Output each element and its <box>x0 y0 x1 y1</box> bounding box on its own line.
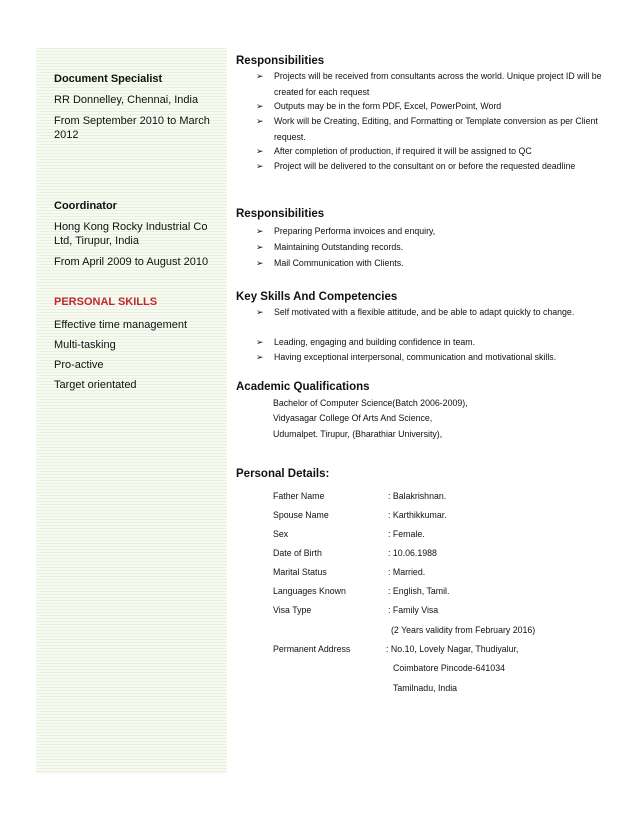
arrow-bullet-icon: ➢ <box>256 258 264 268</box>
sidebar-job-rr-donnelley <box>54 72 224 142</box>
section-heading-responsibilities: Responsibilities <box>236 208 325 220</box>
list-item: ➢ Projects will be received from consultants across the world. Unique project ID will be created for each request <box>256 71 602 97</box>
list-item: ➢ Leading, engaging and building confidence in team. <box>256 335 611 351</box>
sidebar <box>36 48 227 774</box>
job-title: Coordinator <box>54 200 117 212</box>
arrow-bullet-icon: ➢ <box>256 116 264 126</box>
list-item: ➢ Having exceptional interpersonal, communication and motivational skills. <box>256 350 611 366</box>
academic-line: Vidyasagar College Of Arts And Science, <box>273 413 433 423</box>
job-title: Document Specialist <box>54 73 163 85</box>
section-heading-academic: Academic Qualifications <box>236 381 370 393</box>
list-item: ➢ Project will be delivered to the consultant on or before the requested deadline <box>256 159 611 175</box>
job-period: From September 2010 to March 2012 <box>54 115 210 141</box>
section-heading-key-skills: Key Skills And Competencies <box>236 291 398 303</box>
skill-item: Pro-active <box>54 359 104 371</box>
arrow-bullet-icon: ➢ <box>256 337 264 347</box>
arrow-bullet-icon: ➢ <box>256 307 264 317</box>
section-heading-responsibilities: Responsibilities <box>236 55 325 67</box>
academic-line: Bachelor of Computer Science(Batch 2006-2009), <box>273 398 468 408</box>
list-item: ➢ After completion of production, if required it will be assigned to QC <box>256 144 611 160</box>
personal-skills-heading: PERSONAL SKILLS <box>54 296 158 308</box>
list-item: ➢ Mail Communication with Clients. <box>256 256 611 272</box>
arrow-bullet-icon: ➢ <box>256 101 264 111</box>
arrow-bullet-icon: ➢ <box>256 71 264 81</box>
job-company: Hong Kong Rocky Industrial Co Ltd, Tirupur, India <box>54 221 208 247</box>
arrow-bullet-icon: ➢ <box>256 242 264 252</box>
sidebar-personal-skills <box>54 295 224 392</box>
list-item: ➢ Work will be Creating, Editing, and Formatting or Template conversion as per Client request. <box>256 116 598 142</box>
academic-line: Udumalpet. Tirupur, (Bharathiar University), <box>273 429 443 439</box>
skill-item: Multi-tasking <box>54 339 116 351</box>
arrow-bullet-icon: ➢ <box>256 226 264 236</box>
arrow-bullet-icon: ➢ <box>256 146 264 156</box>
job-period: From April 2009 to August 2010 <box>54 256 209 268</box>
list-item: ➢ Preparing Performa invoices and enquiry, <box>256 224 611 240</box>
skill-item: Target orientated <box>54 379 137 391</box>
list-item: ➢ Self motivated with a flexible attitude, and be able to adapt quickly to change. <box>256 305 611 321</box>
arrow-bullet-icon: ➢ <box>256 161 264 171</box>
list-item: ➢ Outputs may be in the form PDF, Excel, PowerPoint, Word <box>256 99 611 115</box>
sidebar-job-hong-kong-rocky <box>54 199 224 269</box>
section-heading-personal-details: Personal Details: <box>236 468 330 480</box>
job-company: RR Donnelley, Chennai, India <box>54 94 199 106</box>
skill-item: Effective time management <box>54 319 188 331</box>
arrow-bullet-icon: ➢ <box>256 352 264 362</box>
list-item: ➢ Maintaining Outstanding records. <box>256 240 611 256</box>
